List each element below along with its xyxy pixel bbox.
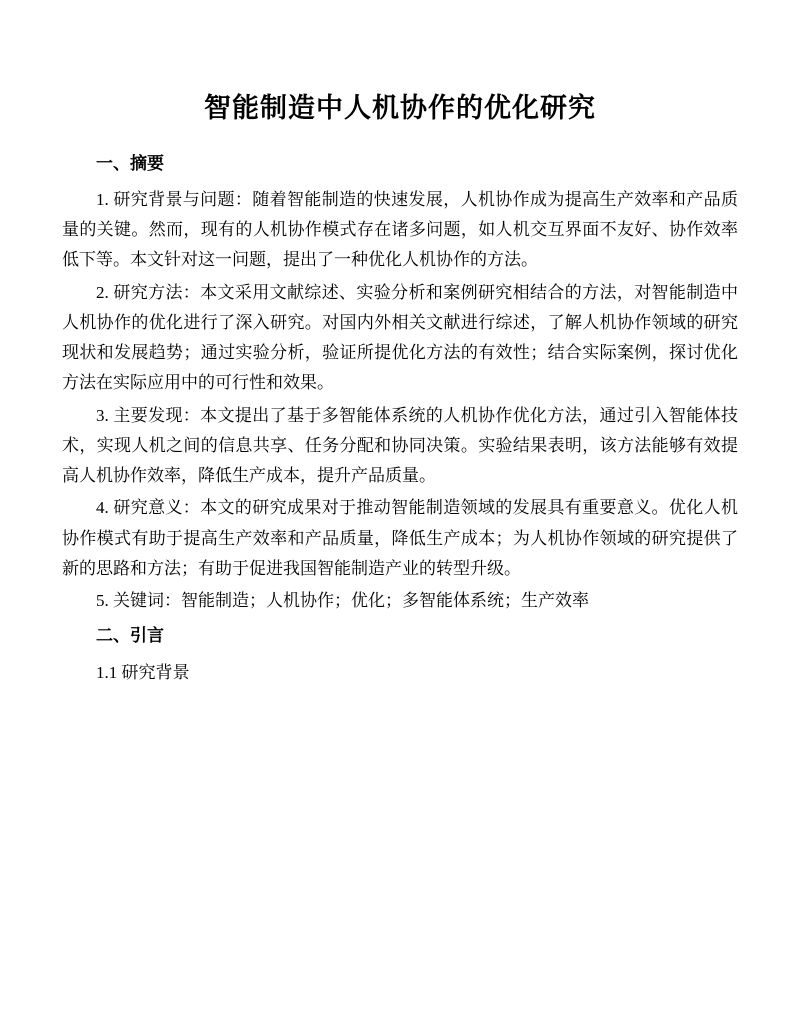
paragraph-abstract-1: 1. 研究背景与问题：随着智能制造的快速发展，人机协作成为提高生产效率和产品质量的关键。然而，现有的人机协作模式存在诸多问题，如人机交互界面不友好、协作效率低下等。本文针对这一问题，提出了一种优化人机协作的方法。 bbox=[62, 189, 738, 270]
paragraph-abstract-2: 2. 研究方法：本文采用文献综述、实验分析和案例研究相结合的方法，对智能制造中人机协作的优化进行了深入研究。对国内外相关文献进行综述，了解人机协作领域的研究现状和发展趋势；通过实验分析，验证所提优化方法的有效性；结合实际案例，探讨优化方法在实际应用中的可行性和效果。 bbox=[62, 282, 738, 393]
paragraph-abstract-4: 4. 研究意义：本文的研究成果对于推动智能制造领域的发展具有重要意义。优化人机协作模式有助于提高生产效率和产品质量，降低生产成本；为人机协作领域的研究提供了新的思路和方法；有助于促进我国智能制造产业的转型升级。 bbox=[62, 498, 738, 578]
subsection-heading-research-background: 1.1 研究背景 bbox=[96, 662, 190, 682]
paragraph-abstract-3: 3. 主要发现：本文提出了基于多智能体系统的人机协作优化方法，通过引入智能体技术，实现人机之间的信息共享、任务分配和协同决策。实验结果表明，该方法能够有效提高人机协作效率，降低生产成本，提升产品质量。 bbox=[62, 405, 738, 486]
section-heading-introduction: 二、引言 bbox=[96, 626, 164, 646]
paragraph-abstract-keywords: 5. 关键词：智能制造；人机协作；优化；多智能体系统；生产效率 bbox=[96, 591, 589, 611]
section-heading-abstract: 一、摘要 bbox=[96, 153, 164, 173]
page-title: 智能制造中人机协作的优化研究 bbox=[204, 93, 596, 123]
